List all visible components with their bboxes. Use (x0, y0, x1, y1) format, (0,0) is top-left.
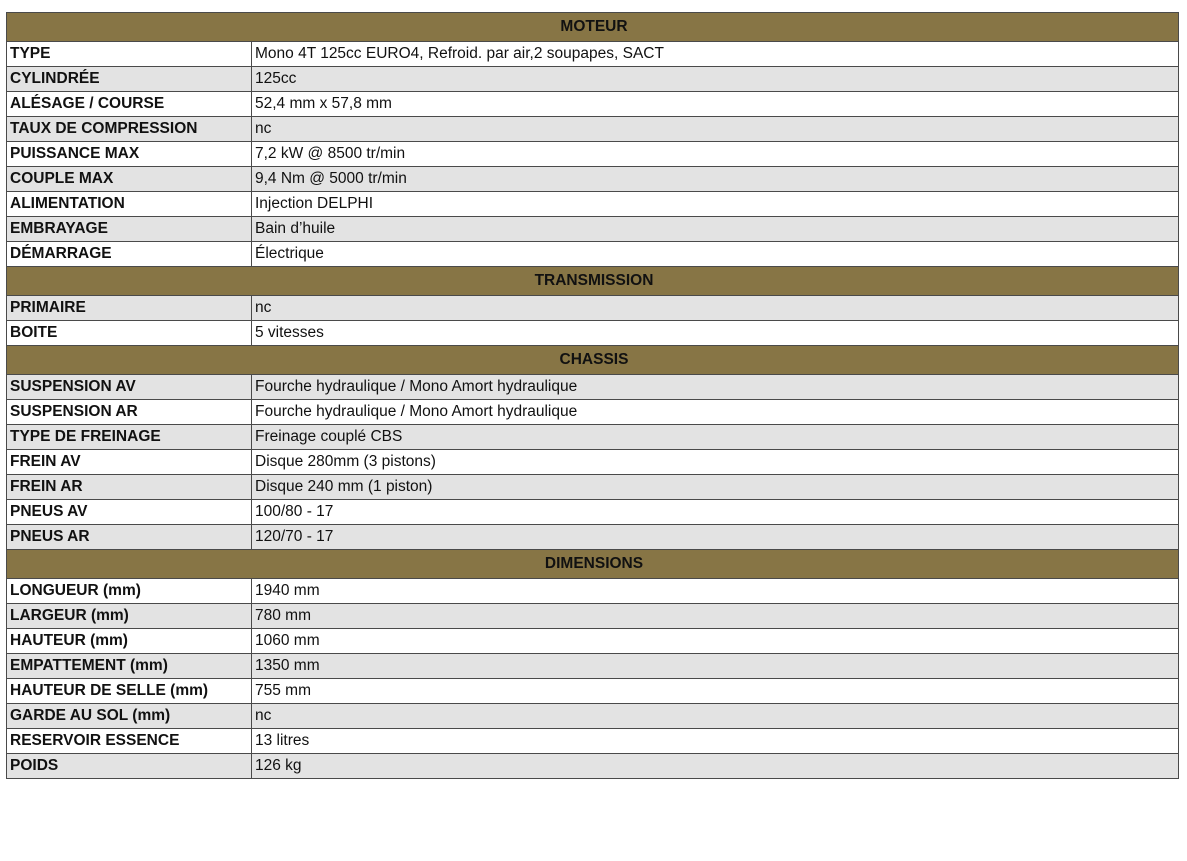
table-row (7, 42, 1179, 67)
spec-label: RESERVOIR ESSENCE (7, 729, 252, 754)
table-row (7, 217, 1179, 242)
spec-label: TYPE (7, 42, 252, 67)
spec-value: 52,4 mm x 57,8 mm (252, 92, 1179, 117)
spec-value: Disque 240 mm (1 piston) (252, 475, 1179, 500)
section-title: TRANSMISSION (7, 267, 1179, 296)
table-row (7, 604, 1179, 629)
spec-label: SUSPENSION AV (7, 375, 252, 400)
spec-label: GARDE AU SOL (mm) (7, 704, 252, 729)
spec-value: Fourche hydraulique / Mono Amort hydraulique (252, 375, 1179, 400)
spec-label: TAUX DE COMPRESSION (7, 117, 252, 142)
table-row (7, 654, 1179, 679)
section-header-dimensions (7, 550, 1179, 579)
table-row (7, 475, 1179, 500)
table-row (7, 704, 1179, 729)
spec-label: ALIMENTATION (7, 192, 252, 217)
spec-label: EMPATTEMENT (mm) (7, 654, 252, 679)
spec-value: Disque 280mm (3 pistons) (252, 450, 1179, 475)
spec-label: HAUTEUR DE SELLE (mm) (7, 679, 252, 704)
spec-label: PNEUS AR (7, 525, 252, 550)
table-row (7, 425, 1179, 450)
table-row (7, 296, 1179, 321)
table-row (7, 167, 1179, 192)
table-row (7, 92, 1179, 117)
spec-table-body (7, 13, 1179, 779)
table-row (7, 321, 1179, 346)
spec-label: FREIN AR (7, 475, 252, 500)
table-row (7, 500, 1179, 525)
spec-label: SUSPENSION AR (7, 400, 252, 425)
table-row (7, 579, 1179, 604)
spec-value: 1940 mm (252, 579, 1179, 604)
spec-value: 125cc (252, 67, 1179, 92)
table-row (7, 142, 1179, 167)
spec-label: FREIN AV (7, 450, 252, 475)
spec-label: DÉMARRAGE (7, 242, 252, 267)
spec-value: 120/70 - 17 (252, 525, 1179, 550)
table-row (7, 629, 1179, 654)
spec-value: 780 mm (252, 604, 1179, 629)
spec-value: Injection DELPHI (252, 192, 1179, 217)
spec-label: HAUTEUR (mm) (7, 629, 252, 654)
spec-value: 13 litres (252, 729, 1179, 754)
spec-value: 7,2 kW @ 8500 tr/min (252, 142, 1179, 167)
section-title: CHASSIS (7, 346, 1179, 375)
spec-value: 100/80 - 17 (252, 500, 1179, 525)
spec-value: 1350 mm (252, 654, 1179, 679)
spec-value: nc (252, 117, 1179, 142)
spec-value: 755 mm (252, 679, 1179, 704)
table-row (7, 450, 1179, 475)
table-row (7, 242, 1179, 267)
table-row (7, 117, 1179, 142)
table-row (7, 67, 1179, 92)
spec-value: nc (252, 296, 1179, 321)
spec-value: nc (252, 704, 1179, 729)
table-row (7, 729, 1179, 754)
spec-label: ALÉSAGE / COURSE (7, 92, 252, 117)
table-row (7, 375, 1179, 400)
spec-table (6, 12, 1179, 779)
spec-label: BOITE (7, 321, 252, 346)
spec-value: Bain d’huile (252, 217, 1179, 242)
spec-value: 5 vitesses (252, 321, 1179, 346)
table-row (7, 754, 1179, 779)
spec-label: LONGUEUR (mm) (7, 579, 252, 604)
spec-label: PNEUS AV (7, 500, 252, 525)
section-title: DIMENSIONS (7, 550, 1179, 579)
spec-value: 1060 mm (252, 629, 1179, 654)
spec-value: Électrique (252, 242, 1179, 267)
spec-label: PUISSANCE MAX (7, 142, 252, 167)
spec-label: COUPLE MAX (7, 167, 252, 192)
section-title: MOTEUR (7, 13, 1179, 42)
section-header-moteur (7, 13, 1179, 42)
table-row (7, 400, 1179, 425)
spec-value: 126 kg (252, 754, 1179, 779)
table-row (7, 679, 1179, 704)
spec-label: TYPE DE FREINAGE (7, 425, 252, 450)
table-row (7, 192, 1179, 217)
spec-value: Fourche hydraulique / Mono Amort hydraulique (252, 400, 1179, 425)
table-row (7, 525, 1179, 550)
spec-label: POIDS (7, 754, 252, 779)
spec-label: PRIMAIRE (7, 296, 252, 321)
spec-label: LARGEUR (mm) (7, 604, 252, 629)
section-header-transmission (7, 267, 1179, 296)
spec-value: Freinage couplé CBS (252, 425, 1179, 450)
section-header-chassis (7, 346, 1179, 375)
spec-value: 9,4 Nm @ 5000 tr/min (252, 167, 1179, 192)
spec-label: EMBRAYAGE (7, 217, 252, 242)
spec-value: Mono 4T 125cc EURO4, Refroid. par air,2 soupapes, SACT (252, 42, 1179, 67)
spec-label: CYLINDRÉE (7, 67, 252, 92)
